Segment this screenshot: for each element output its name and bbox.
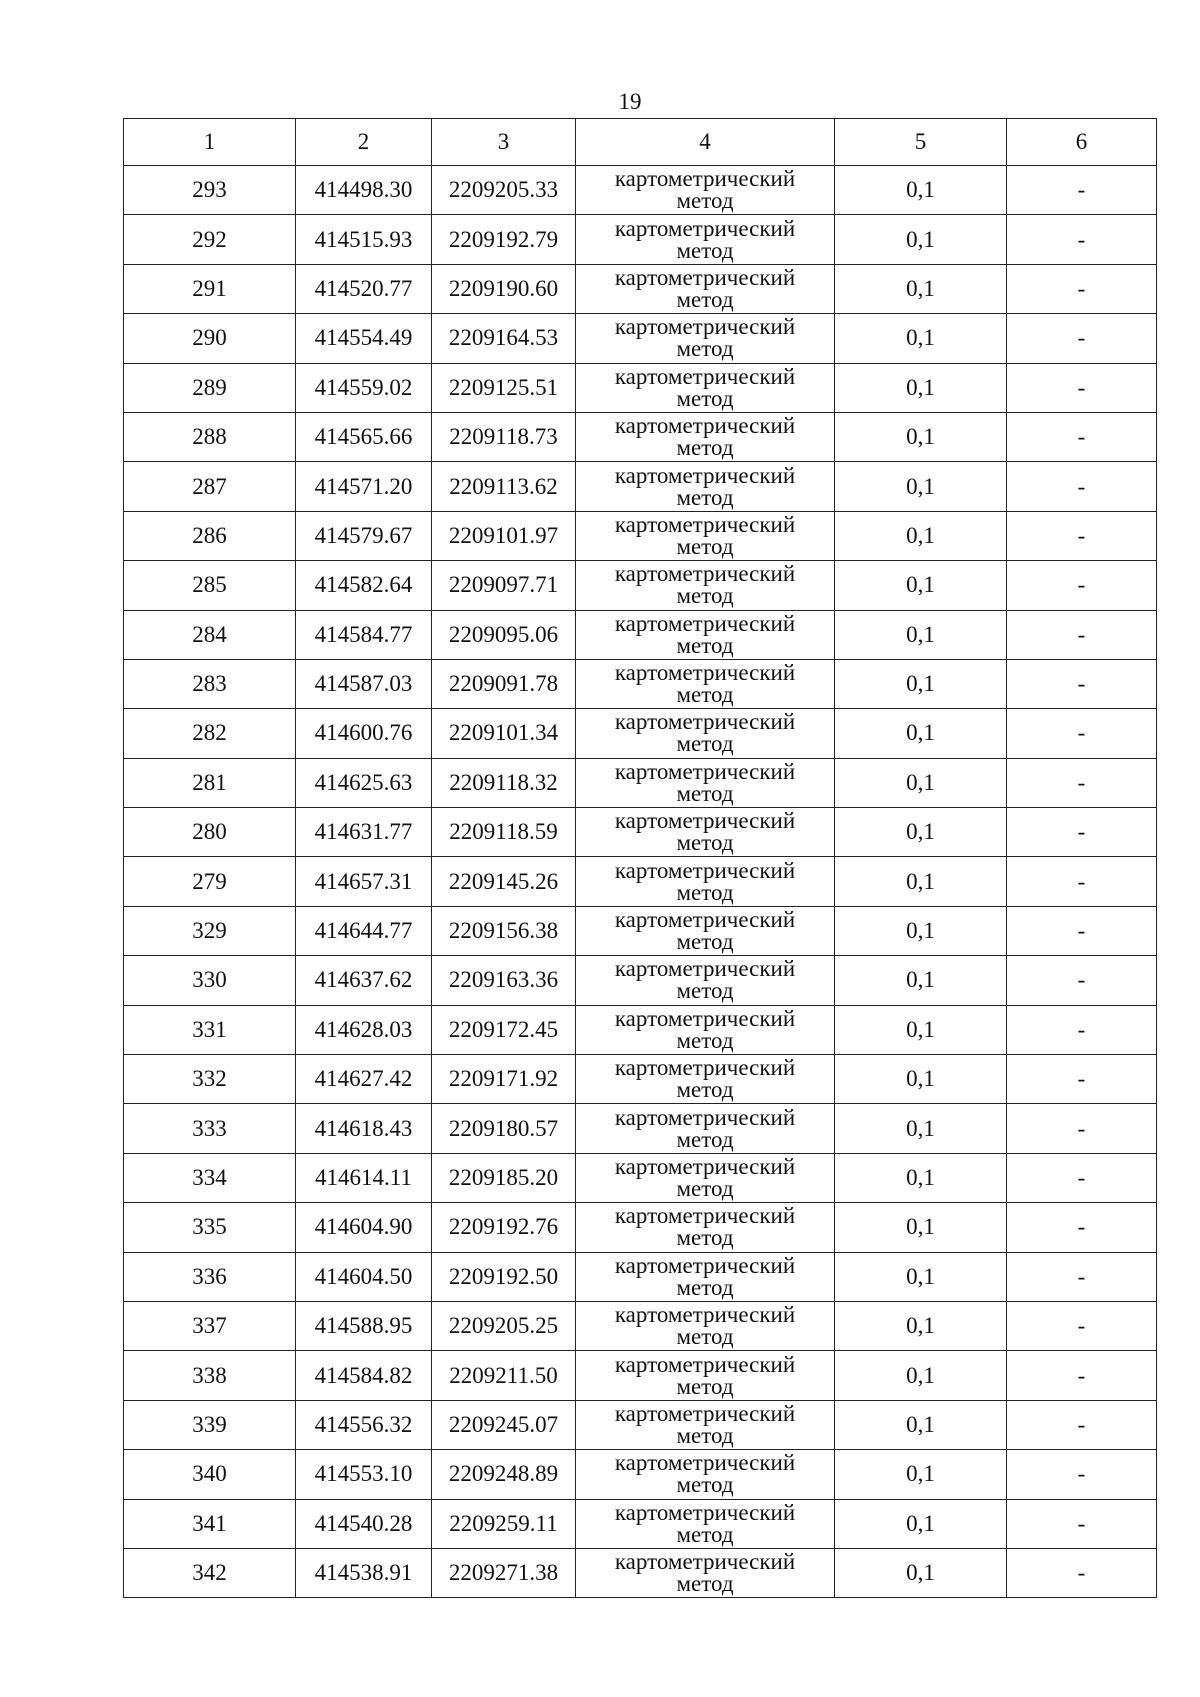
cell-x: 414582.64 — [296, 561, 432, 610]
cell-x: 414571.20 — [296, 462, 432, 511]
cell-note: - — [1007, 857, 1157, 906]
cell-method — [576, 1351, 835, 1400]
cell-accuracy: 0,1 — [835, 709, 1007, 758]
cell-x: 414565.66 — [296, 412, 432, 461]
cell-x: 414520.77 — [296, 264, 432, 313]
cell-point: 341 — [124, 1499, 296, 1548]
cell-x: 414498.30 — [296, 166, 432, 215]
table-body — [124, 166, 1157, 1598]
cell-method — [576, 1153, 835, 1202]
cell-accuracy: 0,1 — [835, 264, 1007, 313]
method-line-1: картометрический — [614, 1005, 796, 1031]
cell-y: 2209205.25 — [432, 1301, 576, 1350]
method-line-1: картометрический — [614, 758, 796, 784]
method-line-2: метод — [676, 188, 734, 214]
cell-y: 2209171.92 — [432, 1055, 576, 1104]
cell-y: 2209185.20 — [432, 1153, 576, 1202]
method-line-2: метод — [676, 1274, 734, 1300]
cell-y: 2209211.50 — [432, 1351, 576, 1400]
cell-method — [576, 1252, 835, 1301]
cell-method — [576, 709, 835, 758]
cell-y: 2209172.45 — [432, 1005, 576, 1054]
cell-y: 2209271.38 — [432, 1548, 576, 1597]
table-row — [124, 363, 1157, 412]
cell-note: - — [1007, 1005, 1157, 1054]
cell-point: 331 — [124, 1005, 296, 1054]
table-row — [124, 1450, 1157, 1499]
cell-method — [576, 264, 835, 313]
table-row — [124, 659, 1157, 708]
table-row — [124, 906, 1157, 955]
cell-note: - — [1007, 363, 1157, 412]
cell-method — [576, 1548, 835, 1597]
cell-y: 2209118.73 — [432, 412, 576, 461]
cell-point: 289 — [124, 363, 296, 412]
cell-note: - — [1007, 659, 1157, 708]
cell-point: 332 — [124, 1055, 296, 1104]
method-line-2: метод — [676, 385, 734, 411]
table-row — [124, 1351, 1157, 1400]
cell-note: - — [1007, 906, 1157, 955]
cell-accuracy: 0,1 — [835, 906, 1007, 955]
cell-x: 414584.82 — [296, 1351, 432, 1400]
cell-x: 414604.90 — [296, 1203, 432, 1252]
method-line-2: метод — [676, 1027, 734, 1053]
cell-note: - — [1007, 264, 1157, 313]
cell-accuracy: 0,1 — [835, 857, 1007, 906]
cell-accuracy: 0,1 — [835, 1351, 1007, 1400]
table-row — [124, 1055, 1157, 1104]
cell-x: 414628.03 — [296, 1005, 432, 1054]
method-line-2: метод — [676, 435, 734, 461]
method-line-1: картометрический — [614, 610, 796, 636]
cell-point: 335 — [124, 1203, 296, 1252]
cell-accuracy: 0,1 — [835, 1055, 1007, 1104]
cell-y: 2209095.06 — [432, 610, 576, 659]
cell-x: 414625.63 — [296, 758, 432, 807]
method-line-2: метод — [676, 978, 734, 1004]
cell-method — [576, 1450, 835, 1499]
cell-x: 414588.95 — [296, 1301, 432, 1350]
cell-note: - — [1007, 1400, 1157, 1449]
method-line-1: картометрический — [614, 1400, 796, 1426]
method-line-1: картометрический — [614, 413, 796, 439]
cell-note: - — [1007, 956, 1157, 1005]
cell-note: - — [1007, 1450, 1157, 1499]
cell-x: 414627.42 — [296, 1055, 432, 1104]
method-line-1: картометрический — [614, 1055, 796, 1081]
cell-point: 283 — [124, 659, 296, 708]
cell-note: - — [1007, 1252, 1157, 1301]
header-row — [124, 119, 1157, 166]
cell-accuracy: 0,1 — [835, 561, 1007, 610]
cell-method — [576, 511, 835, 560]
table-header — [124, 119, 1157, 166]
table-row — [124, 1203, 1157, 1252]
cell-y: 2209192.50 — [432, 1252, 576, 1301]
method-line-2: метод — [676, 1225, 734, 1251]
method-line-2: метод — [676, 632, 734, 658]
cell-point: 336 — [124, 1252, 296, 1301]
method-line-2: метод — [676, 583, 734, 609]
cell-method — [576, 659, 835, 708]
table-row — [124, 1104, 1157, 1153]
cell-point: 329 — [124, 906, 296, 955]
cell-point: 279 — [124, 857, 296, 906]
cell-accuracy: 0,1 — [835, 412, 1007, 461]
cell-point: 334 — [124, 1153, 296, 1202]
method-line-2: метод — [676, 682, 734, 708]
cell-method — [576, 561, 835, 610]
table-row — [124, 412, 1157, 461]
cell-point: 292 — [124, 215, 296, 264]
method-line-1: картометрический — [614, 857, 796, 883]
cell-y: 2209248.89 — [432, 1450, 576, 1499]
cell-note: - — [1007, 1153, 1157, 1202]
table-row — [124, 808, 1157, 857]
cell-accuracy: 0,1 — [835, 1400, 1007, 1449]
cell-note: - — [1007, 610, 1157, 659]
cell-accuracy: 0,1 — [835, 610, 1007, 659]
cell-x: 414584.77 — [296, 610, 432, 659]
method-line-1: картометрический — [614, 561, 796, 587]
cell-method — [576, 956, 835, 1005]
cell-method — [576, 1301, 835, 1350]
cell-accuracy: 0,1 — [835, 1499, 1007, 1548]
cell-point: 337 — [124, 1301, 296, 1350]
cell-point: 287 — [124, 462, 296, 511]
cell-accuracy: 0,1 — [835, 462, 1007, 511]
cell-y: 2209118.59 — [432, 808, 576, 857]
method-line-1: картометрический — [614, 956, 796, 982]
table-row — [124, 1252, 1157, 1301]
method-line-2: метод — [676, 879, 734, 905]
column-header-6: 6 — [1007, 119, 1157, 166]
coordinates-table — [123, 118, 1157, 1598]
table-row — [124, 1301, 1157, 1350]
method-line-1: картометрический — [614, 1450, 796, 1476]
cell-note: - — [1007, 1548, 1157, 1597]
cell-note: - — [1007, 166, 1157, 215]
table-row — [124, 215, 1157, 264]
method-line-1: картометрический — [614, 1252, 796, 1278]
cell-accuracy: 0,1 — [835, 166, 1007, 215]
cell-y: 2209164.53 — [432, 314, 576, 363]
method-line-2: метод — [676, 1472, 734, 1498]
cell-accuracy: 0,1 — [835, 758, 1007, 807]
cell-method — [576, 808, 835, 857]
cell-note: - — [1007, 808, 1157, 857]
table-row — [124, 1005, 1157, 1054]
method-line-2: метод — [676, 533, 734, 559]
cell-x: 414618.43 — [296, 1104, 432, 1153]
cell-point: 338 — [124, 1351, 296, 1400]
cell-method — [576, 462, 835, 511]
method-line-1: картометрический — [614, 363, 796, 389]
method-line-1: картометрический — [614, 709, 796, 735]
column-header-1: 1 — [124, 119, 296, 166]
cell-accuracy: 0,1 — [835, 659, 1007, 708]
table-row — [124, 610, 1157, 659]
cell-note: - — [1007, 215, 1157, 264]
cell-x: 414657.31 — [296, 857, 432, 906]
cell-x: 414637.62 — [296, 956, 432, 1005]
cell-note: - — [1007, 314, 1157, 363]
cell-x: 414631.77 — [296, 808, 432, 857]
column-header-5: 5 — [835, 119, 1007, 166]
table-row — [124, 511, 1157, 560]
cell-point: 293 — [124, 166, 296, 215]
method-line-2: метод — [676, 286, 734, 312]
cell-point: 286 — [124, 511, 296, 560]
cell-method — [576, 412, 835, 461]
cell-note: - — [1007, 1203, 1157, 1252]
cell-point: 281 — [124, 758, 296, 807]
cell-y: 2209190.60 — [432, 264, 576, 313]
cell-x: 414556.32 — [296, 1400, 432, 1449]
cell-y: 2209097.71 — [432, 561, 576, 610]
cell-y: 2209259.11 — [432, 1499, 576, 1548]
method-line-1: картометрический — [614, 166, 796, 192]
cell-point: 290 — [124, 314, 296, 363]
method-line-1: картометрический — [614, 314, 796, 340]
cell-method — [576, 1400, 835, 1449]
cell-x: 414515.93 — [296, 215, 432, 264]
cell-method — [576, 1203, 835, 1252]
method-line-2: метод — [676, 1077, 734, 1103]
cell-point: 340 — [124, 1450, 296, 1499]
table-row — [124, 561, 1157, 610]
cell-accuracy: 0,1 — [835, 1203, 1007, 1252]
table-row — [124, 857, 1157, 906]
cell-y: 2209118.32 — [432, 758, 576, 807]
method-line-2: метод — [676, 1422, 734, 1448]
cell-accuracy: 0,1 — [835, 956, 1007, 1005]
cell-point: 282 — [124, 709, 296, 758]
cell-y: 2209156.38 — [432, 906, 576, 955]
cell-y: 2209125.51 — [432, 363, 576, 412]
table-row — [124, 462, 1157, 511]
method-line-1: картометрический — [614, 264, 796, 290]
cell-accuracy: 0,1 — [835, 314, 1007, 363]
method-line-2: метод — [676, 731, 734, 757]
method-line-1: картометрический — [614, 1302, 796, 1328]
table-row — [124, 166, 1157, 215]
cell-point: 284 — [124, 610, 296, 659]
cell-method — [576, 857, 835, 906]
cell-accuracy: 0,1 — [835, 511, 1007, 560]
cell-y: 2209180.57 — [432, 1104, 576, 1153]
cell-method — [576, 1499, 835, 1548]
cell-point: 339 — [124, 1400, 296, 1449]
cell-note: - — [1007, 758, 1157, 807]
cell-x: 414554.49 — [296, 314, 432, 363]
method-line-1: картометрический — [614, 511, 796, 537]
cell-x: 414553.10 — [296, 1450, 432, 1499]
method-line-1: картометрический — [614, 215, 796, 241]
cell-method — [576, 1104, 835, 1153]
cell-x: 414644.77 — [296, 906, 432, 955]
cell-note: - — [1007, 511, 1157, 560]
table-row — [124, 1153, 1157, 1202]
cell-point: 280 — [124, 808, 296, 857]
cell-accuracy: 0,1 — [835, 1252, 1007, 1301]
column-header-4: 4 — [576, 119, 835, 166]
table-row — [124, 956, 1157, 1005]
cell-x: 414540.28 — [296, 1499, 432, 1548]
cell-note: - — [1007, 1104, 1157, 1153]
cell-x: 414587.03 — [296, 659, 432, 708]
cell-note: - — [1007, 561, 1157, 610]
cell-note: - — [1007, 1351, 1157, 1400]
cell-note: - — [1007, 412, 1157, 461]
cell-x: 414538.91 — [296, 1548, 432, 1597]
table-row — [124, 314, 1157, 363]
method-line-2: метод — [676, 1324, 734, 1350]
cell-method — [576, 758, 835, 807]
column-header-2: 2 — [296, 119, 432, 166]
method-line-1: картометрический — [614, 1104, 796, 1130]
method-line-2: метод — [676, 237, 734, 263]
cell-y: 2209101.34 — [432, 709, 576, 758]
method-line-2: метод — [676, 830, 734, 856]
cell-note: - — [1007, 709, 1157, 758]
cell-method — [576, 363, 835, 412]
cell-x: 414559.02 — [296, 363, 432, 412]
page-number: 19 — [618, 89, 642, 114]
cell-accuracy: 0,1 — [835, 1301, 1007, 1350]
cell-accuracy: 0,1 — [835, 363, 1007, 412]
cell-accuracy: 0,1 — [835, 1104, 1007, 1153]
method-line-2: метод — [676, 1373, 734, 1399]
cell-y: 2209205.33 — [432, 166, 576, 215]
method-line-1: картометрический — [614, 1203, 796, 1229]
cell-point: 342 — [124, 1548, 296, 1597]
cell-point: 285 — [124, 561, 296, 610]
method-line-2: метод — [676, 1126, 734, 1152]
cell-y: 2209192.79 — [432, 215, 576, 264]
cell-accuracy: 0,1 — [835, 215, 1007, 264]
cell-y: 2209145.26 — [432, 857, 576, 906]
method-line-2: метод — [676, 336, 734, 362]
method-line-1: картометрический — [614, 1154, 796, 1179]
method-line-1: картометрический — [614, 1549, 796, 1575]
cell-note: - — [1007, 1055, 1157, 1104]
cell-accuracy: 0,1 — [835, 1548, 1007, 1597]
method-line-2: метод — [676, 929, 734, 955]
cell-accuracy: 0,1 — [835, 1450, 1007, 1499]
method-line-2: метод — [676, 484, 734, 510]
cell-y: 2209091.78 — [432, 659, 576, 708]
cell-accuracy: 0,1 — [835, 1153, 1007, 1202]
cell-point: 288 — [124, 412, 296, 461]
method-line-2: метод — [676, 1571, 734, 1597]
cell-y: 2209101.97 — [432, 511, 576, 560]
table-row — [124, 709, 1157, 758]
cell-method — [576, 215, 835, 264]
table-row — [124, 1548, 1157, 1597]
cell-method — [576, 1055, 835, 1104]
method-line-1: картометрический — [614, 1499, 796, 1525]
cell-point: 333 — [124, 1104, 296, 1153]
cell-x: 414604.50 — [296, 1252, 432, 1301]
method-line-1: картометрический — [614, 462, 796, 488]
column-header-3: 3 — [432, 119, 576, 166]
table-row — [124, 264, 1157, 313]
cell-x: 414614.11 — [296, 1153, 432, 1202]
method-line-1: картометрический — [614, 808, 796, 834]
cell-note: - — [1007, 462, 1157, 511]
cell-x: 414579.67 — [296, 511, 432, 560]
method-line-1: картометрический — [614, 660, 796, 686]
method-line-1: картометрический — [614, 1351, 796, 1377]
cell-method — [576, 314, 835, 363]
cell-x: 414600.76 — [296, 709, 432, 758]
cell-note: - — [1007, 1301, 1157, 1350]
cell-method — [576, 1005, 835, 1054]
method-line-2: метод — [676, 1176, 734, 1201]
cell-note: - — [1007, 1499, 1157, 1548]
cell-y: 2209113.62 — [432, 462, 576, 511]
cell-method — [576, 610, 835, 659]
cell-point: 291 — [124, 264, 296, 313]
cell-y: 2209245.07 — [432, 1400, 576, 1449]
method-line-2: метод — [676, 1521, 734, 1547]
cell-method — [576, 166, 835, 215]
cell-method — [576, 906, 835, 955]
table-row — [124, 758, 1157, 807]
method-line-1: картометрический — [614, 907, 796, 933]
cell-accuracy: 0,1 — [835, 808, 1007, 857]
table-row — [124, 1499, 1157, 1548]
table-row — [124, 1400, 1157, 1449]
cell-point: 330 — [124, 956, 296, 1005]
cell-accuracy: 0,1 — [835, 1005, 1007, 1054]
cell-y: 2209163.36 — [432, 956, 576, 1005]
cell-y: 2209192.76 — [432, 1203, 576, 1252]
method-line-2: метод — [676, 780, 734, 806]
